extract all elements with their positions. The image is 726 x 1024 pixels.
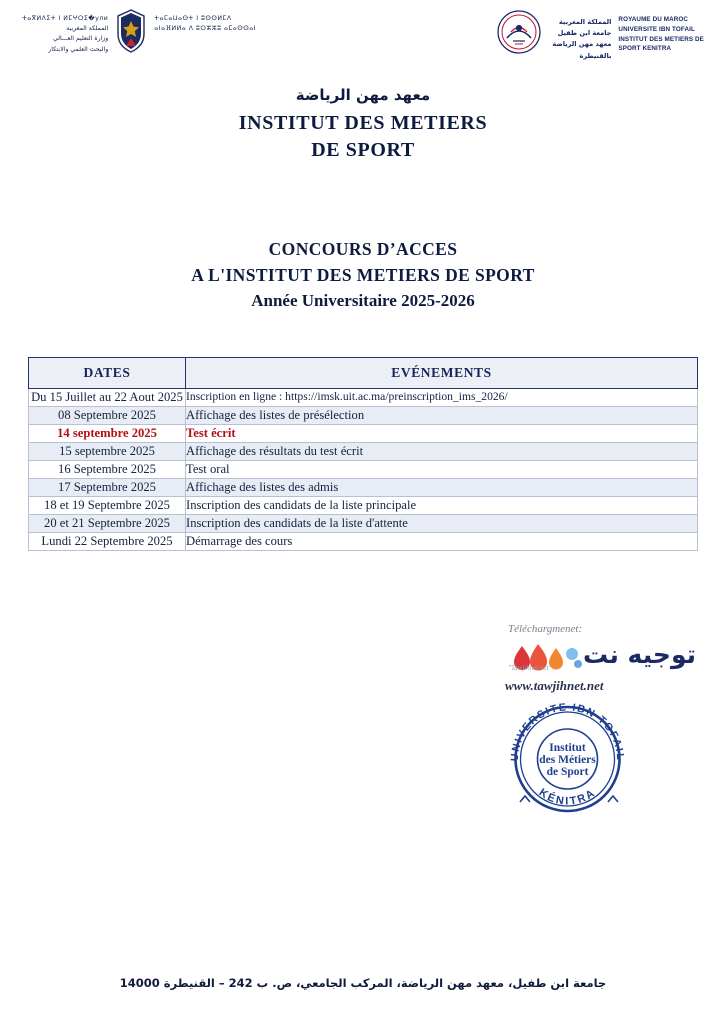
university-ibn-tofail-logo-icon	[493, 8, 545, 58]
cell-event: Test écrit	[186, 424, 698, 442]
ministry-line-1: المملكة المغربية	[66, 25, 109, 33]
svg-text:des Métiers: des Métiers	[539, 754, 596, 766]
tifinagh-line-3: ⴰⵏⴰⴼⵍⵍⴰ ⴷ ⵓⵔⵣⵣⵓ ⴰⵎⴰⵙⵙⴰⵏ	[154, 25, 257, 33]
ministry-line-2: وزارة التعليم العـــالي	[52, 35, 109, 43]
header-right-university	[493, 8, 704, 62]
institute-title-french-line-2: DE SPORT	[311, 139, 415, 161]
university-ar-4: بالقنيطرة	[579, 51, 612, 60]
svg-text:Institut: Institut	[549, 742, 586, 754]
university-ar-2: جامعة ابن طفيل	[557, 29, 612, 38]
institute-title-arabic: معهد مهن الرياضة	[295, 86, 431, 104]
svg-text:UNIVERSITE IBN TOFAIL: UNIVERSITE IBN TOFAIL	[508, 701, 627, 762]
cell-date: 18 et 19 Septembre 2025	[29, 496, 186, 514]
subtitle-line-3: Année Universitaire 2025-2026	[251, 290, 475, 310]
tawjihnet-brand-arabic: توجيه نت	[583, 640, 697, 669]
table-row	[29, 496, 698, 514]
institute-title	[0, 86, 726, 164]
institute-title-french-line-1: INSTITUT DES METIERS	[238, 112, 488, 134]
table-row	[29, 478, 698, 496]
svg-text:KÉNITRA: KÉNITRA	[536, 786, 599, 808]
table-row	[29, 514, 698, 532]
tawjihnet-tiny-label: "Tawjihnet.net"	[508, 664, 552, 672]
schedule-table-body	[29, 388, 698, 550]
table-row	[29, 388, 698, 406]
cell-date: 14 septembre 2025	[29, 424, 186, 442]
university-fr-1: ROYAUME DU MAROC	[618, 16, 689, 23]
cell-date: 08 Septembre 2025	[29, 406, 186, 424]
svg-text:de Sport: de Sport	[546, 766, 589, 778]
tawjihnet-url: www.tawjihnet.net	[505, 678, 604, 693]
download-label: Téléchargmenet:	[508, 623, 583, 635]
cell-date: 17 Septembre 2025	[29, 478, 186, 496]
schedule-table	[28, 357, 698, 551]
university-fr-block	[618, 8, 704, 54]
cell-date: Lundi 22 Septembre 2025	[29, 532, 186, 550]
subtitle-line-1: CONCOURS D’ACCES	[268, 239, 458, 259]
tifinagh-text-block	[154, 8, 256, 34]
cell-event: Test oral	[186, 460, 698, 478]
university-ar-3: معهد مهن الرياضة	[552, 40, 612, 49]
column-header-events: EVÉNEMENTS	[186, 357, 698, 388]
table-row	[29, 406, 698, 424]
cell-event: Inscription des candidats de la liste d'attente	[186, 514, 698, 532]
tifinagh-line-2: ⵜⴰⵎⴰⵡⴰⵙⵜ ⵏ ⵓⵙⵙⵍⵎⴷ	[154, 15, 232, 22]
cell-date: 15 septembre 2025	[29, 442, 186, 460]
contest-subtitle	[0, 236, 726, 311]
cell-date: 20 et 21 Septembre 2025	[29, 514, 186, 532]
university-text-block	[552, 8, 611, 62]
schedule-table-wrapper	[28, 357, 698, 551]
document-header	[0, 0, 726, 70]
cell-event: Inscription en ligne : https://imsk.uit.ac.ma/preinscription_ims_2026/	[186, 388, 698, 406]
table-row	[29, 442, 698, 460]
table-row	[29, 532, 698, 550]
official-stamp-icon	[500, 690, 635, 825]
university-fr-4: SPORT KENITRA	[618, 45, 672, 53]
cell-event: Inscription des candidats de la liste principale	[186, 496, 698, 514]
cell-event: Affichage des listes de présélection	[186, 406, 698, 424]
column-header-dates: DATES	[29, 357, 186, 388]
university-fr-2: UNIVERSITE IBN TOFAIL	[618, 25, 695, 33]
cell-event: Affichage des listes des admis	[186, 478, 698, 496]
university-fr-3: INSTITUT DES METIERS DE	[618, 35, 704, 43]
table-row	[29, 424, 698, 442]
document-footer: جامعة ابن طفيل، معهد مهن الرياضة، المركب الجامعي، ص. ب 242 – القنيطرة 14000	[119, 976, 607, 990]
university-ar-1: المملكة المغربية	[558, 18, 612, 26]
table-header-row	[29, 357, 698, 388]
ministry-text-block	[22, 8, 108, 55]
morocco-coat-of-arms-icon	[114, 8, 148, 54]
cell-date: 16 Septembre 2025	[29, 460, 186, 478]
tifinagh-line-1: ⵜⴰⴳⵍⴷⵉⵜ ⵏ ⵍⵎⵖⵔⵉ�ули	[22, 15, 109, 22]
cell-event: Affichage des résultats du test écrit	[186, 442, 698, 460]
table-row	[29, 460, 698, 478]
header-left-ministry	[22, 8, 256, 55]
subtitle-line-2: A L'INSTITUT DES METIERS DE SPORT	[191, 265, 535, 286]
ministry-line-3: والبحث العلمي والابتكار	[48, 45, 109, 53]
cell-event: Démarrage des cours	[186, 532, 698, 550]
cell-date: Du 15 Juillet au 22 Aout 2025	[29, 388, 186, 406]
